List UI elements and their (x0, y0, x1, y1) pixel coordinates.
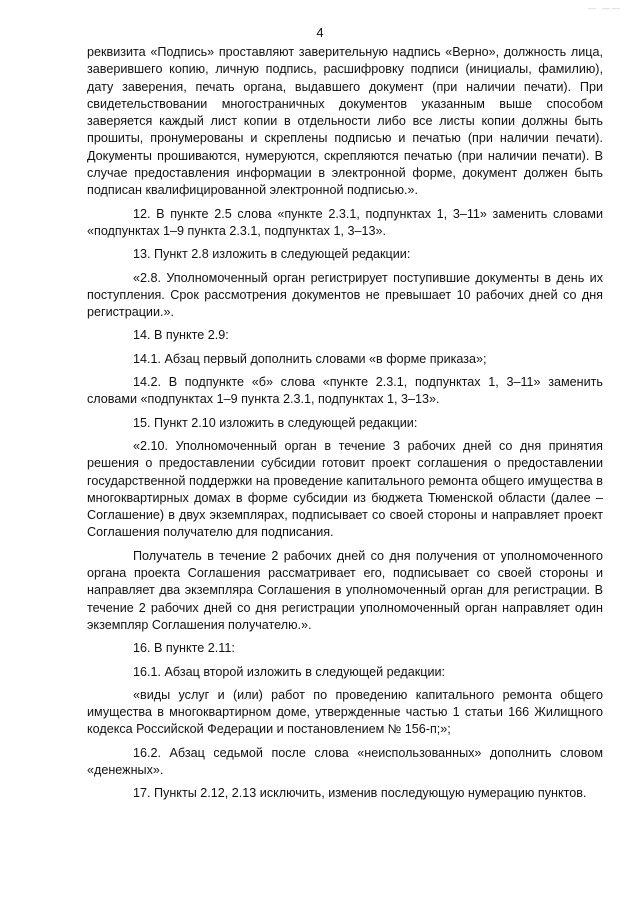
page-number: 4 (316, 25, 324, 40)
paragraph-item-14-1: 14.1. Абзац первый дополнить словами «в форме приказа»; (133, 351, 487, 366)
paragraph-item-16: 16. В пункте 2.11: (133, 641, 235, 656)
paragraph-item-17: 17. Пункты 2.12, 2.13 исключить, изменив последующую нумерацию пунктов. (133, 786, 587, 801)
paragraph-continuation: реквизита «Подпись» проставляют заверительную надпись «Верно», должность лица, заверившего копию, личную подпись, расшифровку подписи (инициалы, фамилию), дату заверения, печать органа, выдавшего документ (при наличии печати). При свидетельствовании многостраничных документов указанным выше способом заверяется каждый лист копии в отдельности либо все листы копии должны быть прошиты, пронумерованы и скреплены подписью и печатью (при наличии печати). Документы прошиваются, нумеруются, скрепляются печатью (при наличии печати). В случае предоставления информации в электронной форме, документ должен быть подписан квалифицированной электронной подписью.». (87, 45, 603, 198)
paragraph-item-12: 12. В пункте 2.5 слова «пункте 2.3.1, подпунктах 1, 3–11» заменить словами «подпунктах 1–9 пункта 2.3.1, подпунктах 1, 3–13». (87, 206, 603, 238)
paragraph-item-13: 13. Пункт 2.8 изложить в следующей редакции: (133, 247, 411, 262)
document-body (87, 44, 603, 809)
paragraph-item-14-2: 14.2. В подпункте «б» слова «пункте 2.3.1, подпунктах 1, 3–11» заменить словами «подпунктах 1–9 пункта 2.3.1, подпунктах 1, 3–13». (87, 375, 603, 407)
paragraph-quote-2-10: «2.10. Уполномоченный орган в течение 3 рабочих дней со дня принятия решения о предоставлении субсидии готовит проект соглашения о предоставлении государственной поддержки на проведение капитального ремонта общего имущества в многоквартирных домах в форме субсидии из бюджета Тюменской области (далее – Соглашение) в двух экземплярах, подписывает со своей стороны и направляет проект Соглашения получателю для подписания. (87, 438, 603, 540)
paragraph-quote-2-8: «2.8. Уполномоченный орган регистрирует поступившие документы в день их поступления. Срок рассмотрения документов не превышает 10 рабочих дней со дня регистрации.». (87, 270, 603, 320)
paragraph-item-16-1: 16.1. Абзац второй изложить в следующей редакции: (133, 664, 446, 679)
paragraph-recipient: Получатель в течение 2 рабочих дней со дня получения от уполномоченного органа проекта Соглашения рассматривает его, подписывает со своей стороны и направляет два экземпляра Соглашения в уполномоченный орган для регистрации. В течение 2 рабочих дней со дня регистрации уполномоченный орган направляет один экземпляр Соглашения получателю.». (87, 548, 603, 632)
scan-corner-mark: — —— (587, 4, 622, 13)
paragraph-quote-services: «виды услуг и (или) работ по проведению капитального ремонта общего имущества в многоквартирном доме, утвержденные частью 1 статьи 166 Жилищного кодекса Российской Федерации и постановлением № 156-п;»; (87, 687, 603, 737)
paragraph-item-16-2: 16.2. Абзац седьмой после слова «неиспользованных» дополнить словом «денежных». (87, 745, 603, 777)
paragraph-item-14: 14. В пункте 2.9: (133, 328, 229, 343)
paragraph-item-15: 15. Пункт 2.10 изложить в следующей редакции: (133, 415, 418, 430)
